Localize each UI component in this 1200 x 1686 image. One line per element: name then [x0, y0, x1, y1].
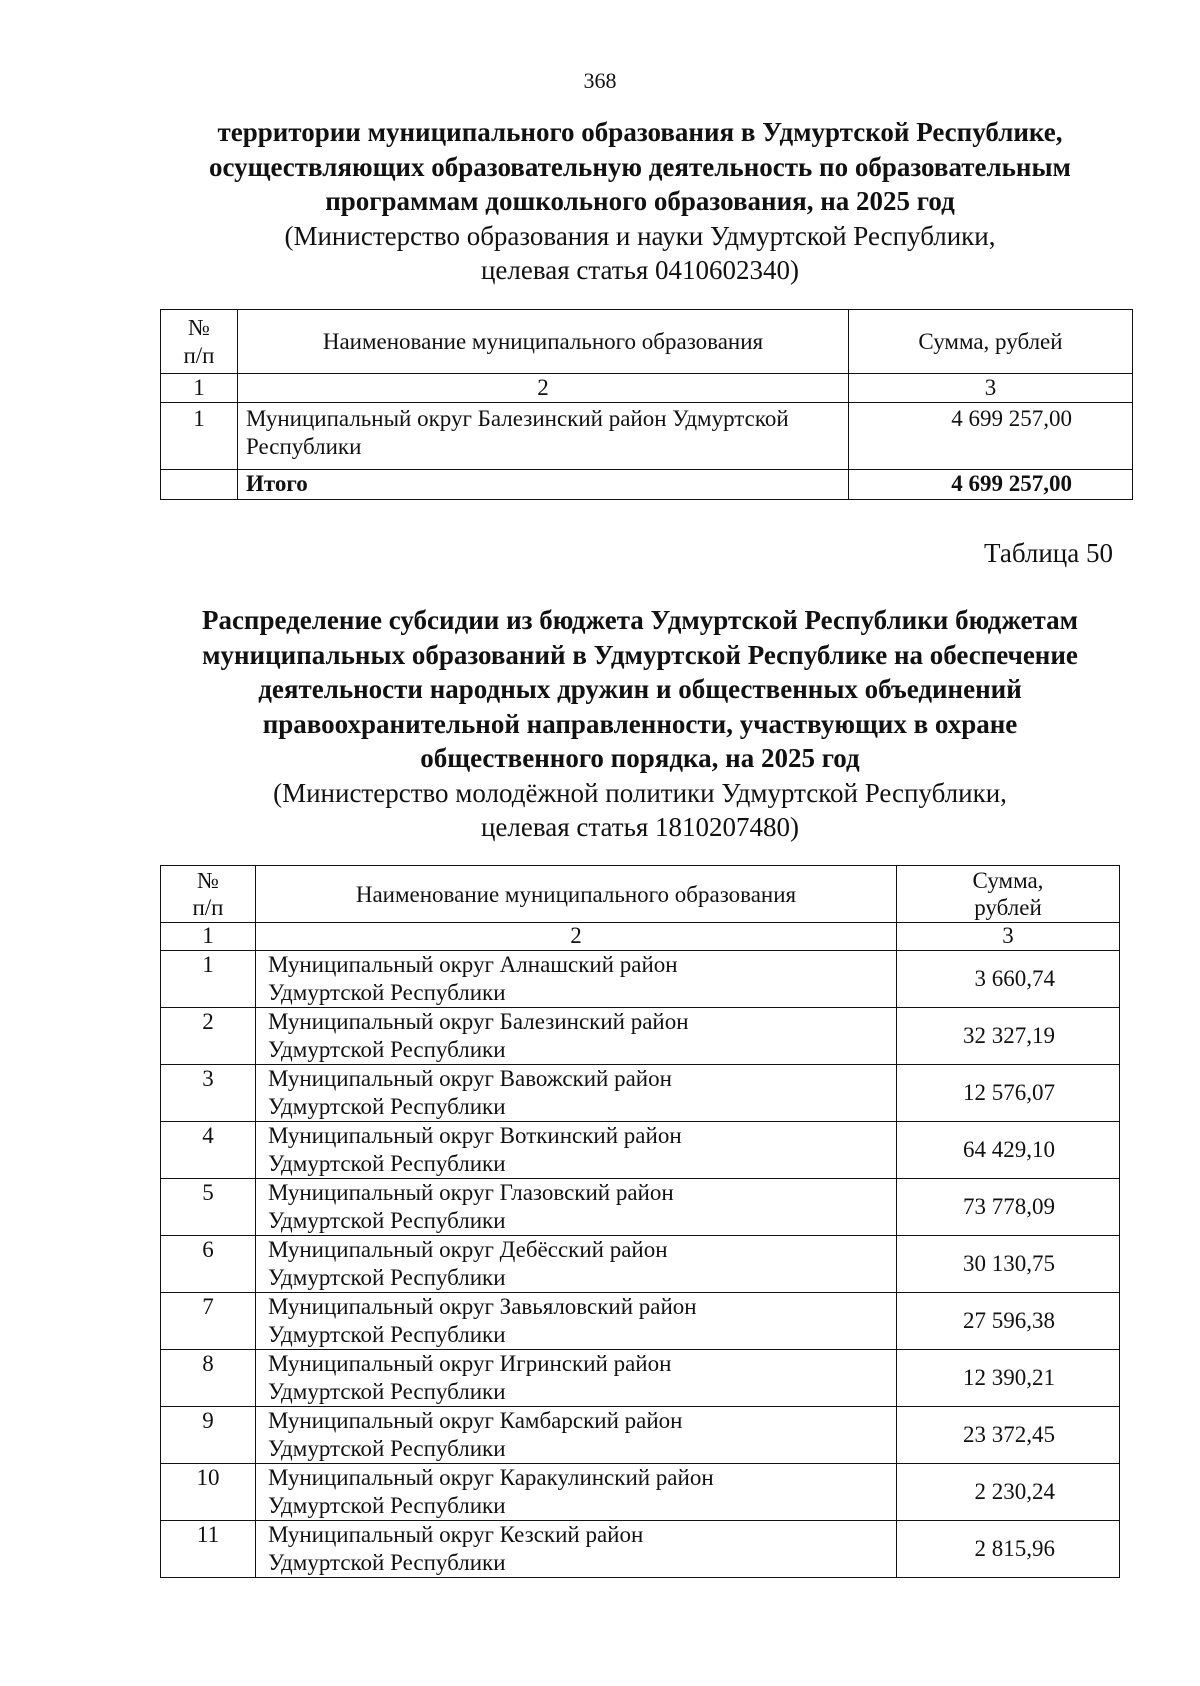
index-cell: 3 [849, 374, 1133, 403]
row-sum: 12 576,07 [897, 1065, 1120, 1122]
table-row [161, 1065, 1120, 1122]
table50-subtitle-line: целевая статья 1810207480) [480, 812, 800, 842]
row-name-line2: Удмуртской Республики [268, 1436, 506, 1461]
row-name [256, 1122, 897, 1179]
row-sum: 4 699 257,00 [849, 403, 1133, 470]
header-sum-line1: Сумма, [972, 868, 1044, 893]
header-sum-line2: рублей [974, 895, 1042, 920]
row-name [256, 1350, 897, 1407]
header-num [161, 866, 256, 923]
index-cell: 2 [238, 374, 849, 403]
header-num-line2: п/п [183, 342, 215, 368]
row-name-line1: Муниципальный округ Завьяловский район [268, 1294, 697, 1319]
table-total-row [161, 470, 1133, 500]
header-num-line1: № [197, 868, 219, 893]
table-row [161, 1407, 1120, 1464]
table-header-row [161, 866, 1120, 923]
index-cell: 3 [897, 923, 1120, 951]
row-num: 1 [161, 951, 256, 1008]
row-name [256, 1293, 897, 1350]
row-num: 6 [161, 1236, 256, 1293]
table49-subtitle-line: (Министерство образования и науки Удмуртской Республики, [284, 220, 996, 251]
table-row [161, 1521, 1120, 1578]
row-name-line2: Удмуртской Республики [268, 1322, 506, 1347]
row-sum: 64 429,10 [897, 1122, 1120, 1179]
header-name: Наименование муниципального образования [238, 310, 849, 374]
row-num: 2 [161, 1008, 256, 1065]
table49-title-line: территории муниципального образования в Удмуртской Республике, [217, 117, 1063, 147]
row-sum: 3 660,74 [897, 951, 1120, 1008]
row-sum: 23 372,45 [897, 1407, 1120, 1464]
row-name-line2: Удмуртской Республики [268, 1094, 506, 1119]
header-num-line1: № [188, 314, 210, 340]
table50-subtitle-line: (Министерство молодёжной политики Удмуртской Республики, [273, 777, 1007, 808]
row-name-line2: Удмуртской Республики [268, 1151, 506, 1176]
table-index-row [161, 374, 1133, 403]
table50-title-line: правоохранительной направленности, участвующих в охране [262, 708, 1018, 739]
row-name-line2: Удмуртской Республики [268, 1493, 506, 1518]
row-name [256, 1008, 897, 1065]
index-cell: 1 [161, 374, 238, 403]
row-num: 9 [161, 1407, 256, 1464]
header-sum: Сумма, рублей [849, 310, 1133, 374]
index-cell: 2 [256, 923, 897, 951]
header-name: Наименование муниципального образования [256, 866, 897, 923]
table50-title-line: муниципальных образований в Удмуртской Республике на обеспечение [202, 639, 1078, 670]
row-name [256, 1464, 897, 1521]
row-num: 11 [161, 1521, 256, 1578]
row-name-line2: Удмуртской Республики [268, 980, 506, 1005]
row-name [256, 1521, 897, 1578]
table-row [161, 951, 1120, 1008]
row-name-line1: Муниципальный округ Кезский район [268, 1522, 644, 1547]
table-row [161, 1008, 1120, 1065]
table49-title-line: осуществляющих образовательную деятельность по образовательным [209, 151, 1071, 182]
row-num: 4 [161, 1122, 256, 1179]
row-name-line1: Муниципальный округ Игринский район [268, 1351, 672, 1376]
table50-title-line: Распределение субсидии из бюджета Удмуртской Республики бюджетам [201, 605, 1079, 635]
table49 [160, 309, 1133, 500]
table-row [161, 1236, 1120, 1293]
row-name-line1: Муниципальный округ Воткинский район [268, 1123, 682, 1148]
table-row [161, 1464, 1120, 1521]
header-num-line2: п/п [192, 895, 224, 920]
table50 [160, 865, 1120, 1578]
table-row [161, 1179, 1120, 1236]
row-name-line2: Удмуртской Республики [268, 1550, 506, 1575]
row-sum: 30 130,75 [897, 1236, 1120, 1293]
row-name [256, 951, 897, 1008]
table49-title-line: программам дошкольного образования, на 2025 год [325, 186, 955, 216]
table-row [161, 403, 1133, 470]
row-name-line2: Удмуртской Республики [268, 1379, 506, 1404]
row-sum: 2 230,24 [897, 1464, 1120, 1521]
table-row [161, 1293, 1120, 1350]
total-label: Итого [238, 470, 849, 500]
table-index-row [161, 923, 1120, 951]
table49-title-block [160, 115, 1120, 288]
row-num: 7 [161, 1293, 256, 1350]
row-name-line2: Удмуртской Республики [268, 1208, 506, 1233]
row-name-line1: Муниципальный округ Дебёсский район [268, 1237, 668, 1262]
header-sum [897, 866, 1120, 923]
row-name [256, 1236, 897, 1293]
table50-title-line: общественного порядка, на 2025 год [420, 743, 860, 773]
row-name-line1: Муниципальный округ Каракулинский район [268, 1465, 714, 1490]
table50-title-line: деятельности народных дружин и общественных объединений [258, 674, 1022, 704]
table-row [161, 1350, 1120, 1407]
total-sum: 4 699 257,00 [849, 470, 1133, 500]
row-name-line2: Республики [246, 434, 362, 459]
row-name [238, 403, 849, 470]
table-row [161, 1122, 1120, 1179]
table-header-row [161, 310, 1133, 374]
row-sum: 2 815,96 [897, 1521, 1120, 1578]
row-num: 3 [161, 1065, 256, 1122]
table50-title-block [160, 603, 1120, 845]
row-sum: 73 778,09 [897, 1179, 1120, 1236]
row-sum: 27 596,38 [897, 1293, 1120, 1350]
row-name [256, 1179, 897, 1236]
total-empty [161, 470, 238, 500]
row-name [256, 1065, 897, 1122]
row-name-line2: Удмуртской Республики [268, 1265, 506, 1290]
row-name-line1: Муниципальный округ Глазовский район [268, 1180, 674, 1205]
row-name-line1: Муниципальный округ Вавожский район [268, 1066, 672, 1091]
table50-body [161, 951, 1120, 1578]
index-cell: 1 [161, 923, 256, 951]
row-num: 1 [161, 403, 238, 470]
row-num: 5 [161, 1179, 256, 1236]
row-name-line1: Муниципальный округ Балезинский район Удмуртской [246, 406, 789, 431]
header-num [161, 310, 238, 374]
table50-caption: Таблица 50 [984, 538, 1113, 568]
row-sum: 32 327,19 [897, 1008, 1120, 1065]
row-name-line1: Муниципальный округ Камбарский район [268, 1408, 683, 1433]
row-sum: 12 390,21 [897, 1350, 1120, 1407]
row-name-line2: Удмуртской Республики [268, 1037, 506, 1062]
row-num: 8 [161, 1350, 256, 1407]
row-name-line1: Муниципальный округ Балезинский район [268, 1009, 689, 1034]
table49-subtitle-line: целевая статья 0410602340) [480, 255, 800, 285]
row-name-line1: Муниципальный округ Алнашский район [268, 952, 678, 977]
page-number: 368 [583, 68, 617, 93]
row-num: 10 [161, 1464, 256, 1521]
row-name [256, 1407, 897, 1464]
